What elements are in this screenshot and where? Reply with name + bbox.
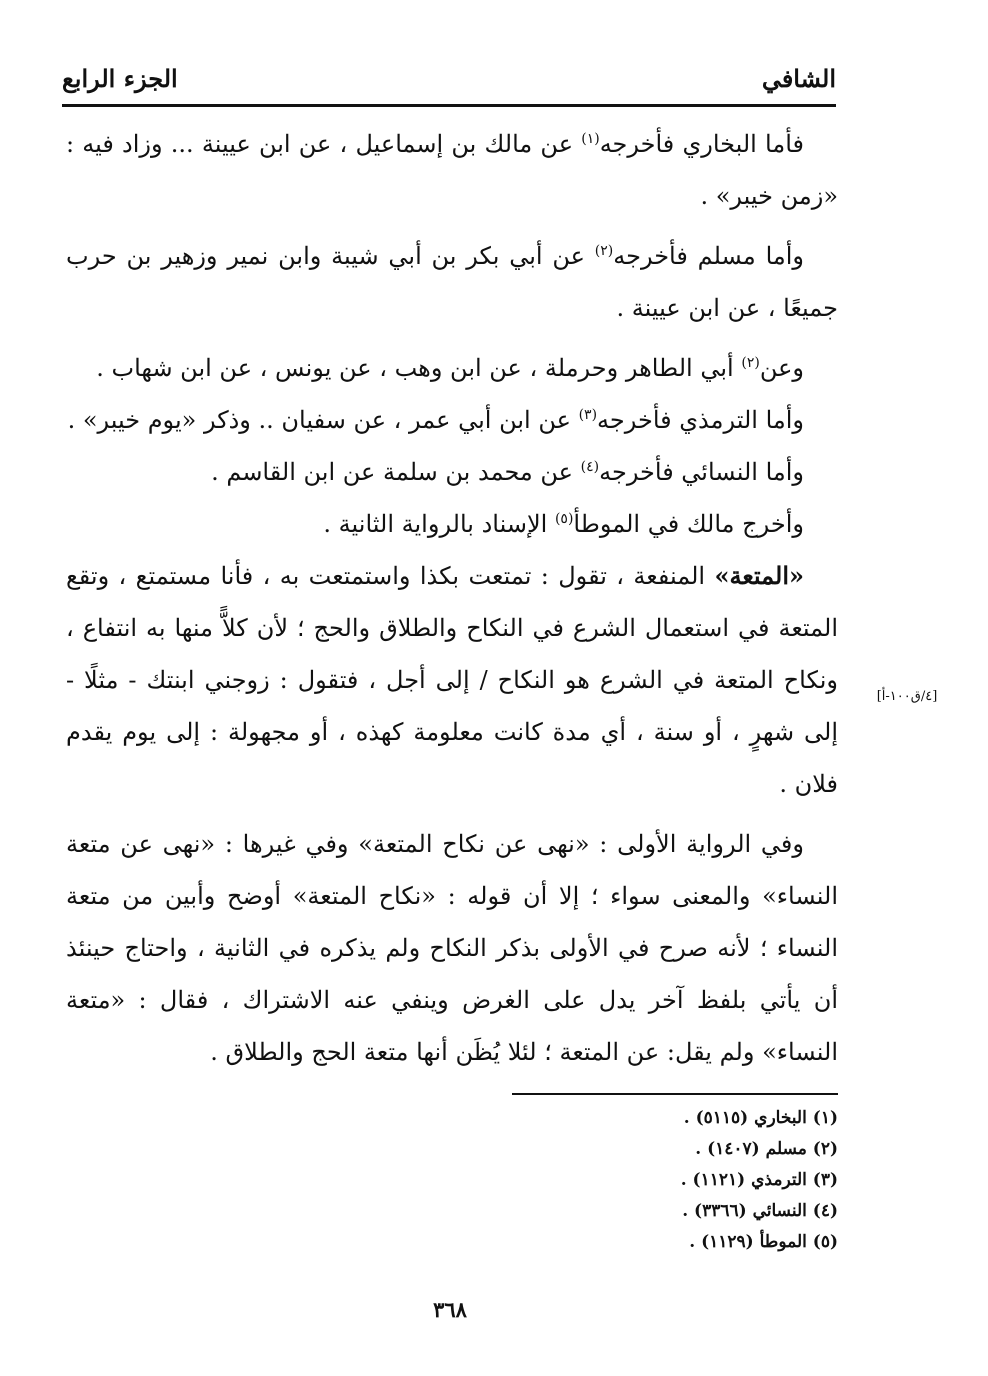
paragraph-text: عن ابن أبي عمر ، عن سفيان .. وذكر «يوم خيبر» . [67,406,579,434]
paragraph-riwaya [66,818,838,1078]
paragraph-text: وعن [759,354,804,382]
paragraph-tirmidhi [66,394,838,446]
paragraph-muslim [66,230,838,334]
paragraph-text: الإسناد بالرواية الثانية . [323,510,555,538]
paragraph-abi-tahir [66,342,838,394]
page-number: ٣٦٨ [433,1297,467,1322]
paragraph-text: عن محمد بن سلمة عن ابن القاسم . [211,458,581,486]
header-rule [62,104,836,107]
footnote: (٥) الموطأ (١١٢٩) . [689,1232,838,1252]
book-title: الشافي [761,63,836,93]
footnote: (٢) مسلم (١٤٠٧) . [695,1139,838,1159]
footnote: (١) البخاري (٥١١٥) . [683,1108,838,1128]
main-text [66,118,838,1078]
paragraph-text: وأما النسائي فأخرجه [599,458,804,486]
footnote-ref: (١) [581,131,600,147]
footnote-ref: (٥) [554,511,574,527]
paragraph-text: عن مالك بن إسماعيل ، عن ابن عيينة ... وزاد فيه : «زمن خيبر» . [66,130,838,210]
paragraph-bukhari [66,118,838,222]
volume-label: الجزء الرابع [62,63,178,93]
footnote-rule [512,1093,838,1095]
paragraph-text: فأما البخاري فأخرجه [599,130,804,158]
manuscript-folio-note: [٤/ق١٠٠-أ] [876,689,938,704]
footnotes [520,1103,838,1258]
paragraph-text: وفي الرواية الأولى : «نهى عن نكاح المتعة» وفي غيرها : «نهى عن متعة النساء» والمعنى سواء ؛ إلا أن قوله : «نكاح المتعة» أوضح وأبين من متعة النساء ؛ لأنه صرح في الأولى بذكر النكاح ولم يذكره في الثانية ، واحتاج حينئذ أن يأتي بلفظ آخر يدل على الغرض وينفي عنه الاشتراك ، فقال : «متعة النساء» ولم يقل: عن المتعة ؛ لئلا يُظَن أنها متعة الحج والطلاق . [66,830,839,1066]
paragraph-text: وأما الترمذي فأخرجه [597,406,804,434]
running-header [62,58,836,98]
paragraph-nasai [66,446,838,498]
paragraph-text: أبي الطاهر وحرملة ، عن ابن وهب ، عن يونس ، عن ابن شهاب . [96,354,742,382]
paragraph-text: وأخرج مالك في الموطأ [573,510,804,538]
footnote-ref: (٤) [580,459,600,475]
footnote: (٣) الترمذي (١١٢١) . [680,1170,838,1190]
paragraph-text: عن أبي بكر بن أبي شيبة وابن نمير وزهير بن حرب جميعًا ، عن ابن عيينة . [66,242,838,322]
footnote-ref: (٢) [741,355,760,371]
paragraph-definition [66,550,838,810]
paragraph-text: وأما مسلم فأخرجه [613,242,805,270]
footnote-ref: (٣) [578,407,598,423]
footnote: (٤) النسائي (٣٣٦٦) . [682,1201,838,1221]
footnote-ref: (٢) [594,243,614,259]
defined-term: «المتعة» [714,561,804,590]
definition-text: المنفعة ، تقول : تمتعت بكذا واستمتعت به ، فأنا مستمتع ، وتقع المتعة في استعمال الشرع في النكاح والطلاق والحج ؛ لأن كلاًّ منها به انتفاع ، ونكاح المتعة في الشرع هو النكاح / إلى أجل ، فتقول : زوجني ابنتك - مثلًا - إلى شهرٍ ، أو سنة ، أي مدة كانت معلومة كهذه ، أو مجهولة : إلى يوم يقدم فلان . [66,562,838,798]
paragraph-muwatta [66,498,838,550]
